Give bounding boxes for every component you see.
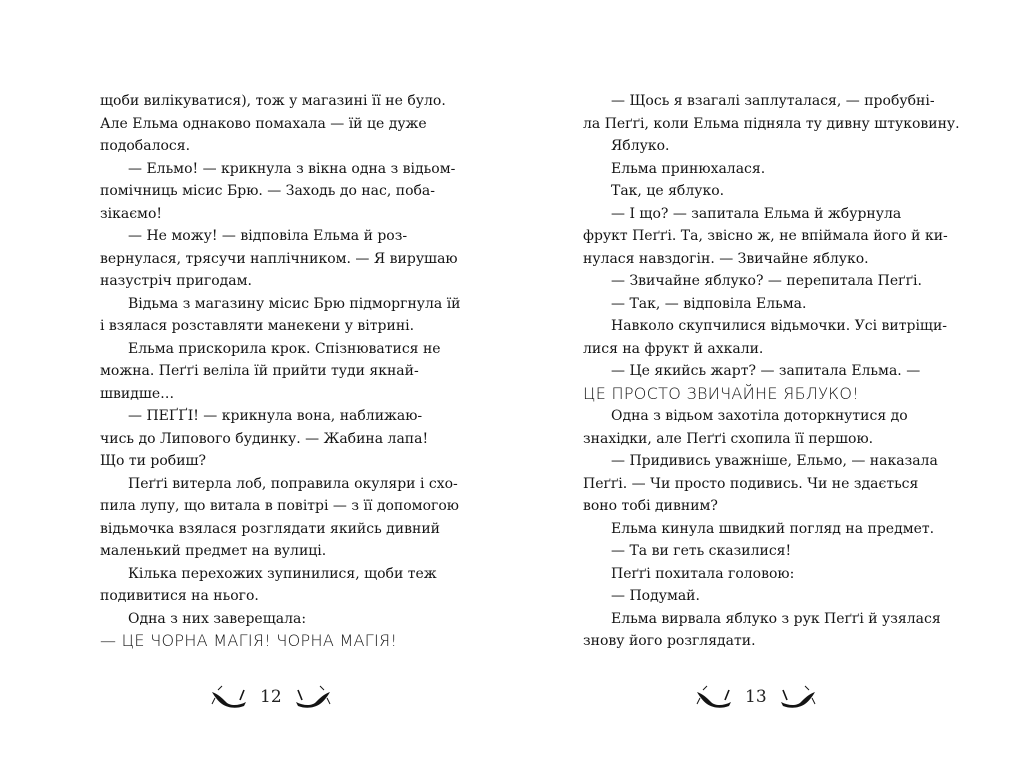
text-line: — Придивись уважніше, Ельмо, — наказала	[611, 453, 938, 469]
witch-shoe-icon	[695, 684, 735, 710]
text-line: Що ти робиш?	[100, 453, 207, 469]
text-line: — Ельмо! — крикнула з вікна одна з відьом-	[128, 160, 456, 177]
text-line: пила лупу, що витала в повітрі — з її допомогою	[100, 498, 459, 514]
left-page	[100, 90, 461, 653]
text-line: Одна з них заверещала:	[128, 610, 307, 627]
text-line: Але Ельма однаково помахала — їй це дуже	[100, 115, 427, 132]
text-line: Відьма з магазину місис Брю підморгнула їй	[128, 295, 461, 312]
text-line: Пеґґі похитала головою:	[611, 565, 795, 582]
shout-line: — ЦЕ ЧОРНА МАГІЯ! ЧОРНА МАГІЯ!	[100, 631, 398, 650]
text-line: знову його розглядати.	[583, 633, 756, 649]
left-folio	[210, 682, 332, 712]
text-line: Так, це яблуко.	[611, 183, 725, 199]
text-line: фрукт Пеґґі. Та, звісно ж, не впіймала його й ки-	[583, 228, 948, 244]
shout-line: ЦЕ ПРОСТО ЗВИЧАЙНЕ ЯБЛУКО!	[583, 383, 859, 403]
text-line: — Це якийсь жарт? — запитала Ельма. —	[611, 363, 921, 379]
page-number: 12	[260, 687, 282, 707]
text-line: Одна з відьом захотіла доторкнутися до	[611, 408, 908, 424]
text-line: назустріч пригодам.	[100, 273, 252, 289]
text-line: — ПЕҐҐІ! — крикнула вона, наближаю-	[128, 408, 423, 424]
text-line: відьмочка взялася розглядати якийсь дивний	[100, 520, 440, 537]
text-line: лися на фрукт й ахкали.	[583, 340, 764, 357]
text-line: і взялася розставляти манекени у вітрині.	[100, 318, 415, 334]
text-line: вернулася, трясучи наплічником. — Я вирушаю	[100, 250, 458, 267]
right-folio	[695, 682, 817, 712]
text-line: — Та ви геть сказилися!	[611, 543, 792, 559]
text-line: помічниць місис Брю. — Заходь до нас, поба-	[100, 183, 436, 199]
text-line: — Подумай.	[611, 588, 700, 604]
text-line: Пеґґі. — Чи просто подивись. Чи не здається	[583, 475, 919, 492]
witch-shoe-icon	[210, 684, 250, 710]
text-line: ла Пеґґі, коли Ельма підняла ту дивну штуковину.	[583, 115, 960, 132]
text-line: можна. Пеґґі веліла їй прийти туди якнай-	[100, 363, 419, 379]
right-page	[583, 90, 960, 653]
witch-shoe-icon	[292, 684, 332, 710]
text-line: Ельма кинула швидкий погляд на предмет.	[611, 520, 935, 537]
text-line: — Звичайне яблуко? — перепитала Пеґґі.	[611, 273, 922, 289]
text-line: знахідки, але Пеґґі схопила її першою.	[583, 430, 874, 447]
page-number: 13	[745, 687, 767, 707]
text-line: нулася навздогін. — Звичайне яблуко.	[583, 250, 869, 267]
text-line: Ельма прискорила крок. Спізнюватися не	[128, 340, 441, 357]
text-line: — Так, — відповіла Ельма.	[611, 295, 807, 312]
text-line: щоби вилікуватися), тож у магазині її не було.	[100, 93, 446, 109]
text-line: Кілька перехожих зупинилися, щоби теж	[128, 565, 437, 582]
text-line: Яблуко.	[611, 138, 670, 154]
text-line: Пеґґі витерла лоб, поправила окуляри і схо-	[128, 475, 458, 492]
text-line: — Щось я взагалі заплуталася, — пробубні-	[611, 93, 935, 109]
text-line: Ельма принюхалася.	[611, 160, 766, 177]
text-line: подивитися на нього.	[100, 588, 259, 604]
text-line: — Не можу! — відповіла Ельма й роз-	[128, 228, 408, 244]
text-line: воно тобі дивним?	[583, 498, 718, 514]
text-line: швидше…	[100, 385, 175, 402]
text-line: зікаємо!	[100, 205, 162, 222]
text-line: подобалося.	[100, 138, 191, 154]
witch-shoe-icon	[777, 684, 817, 710]
text-line: маленький предмет на вулиці.	[100, 543, 327, 559]
text-line: — І що? — запитала Ельма й жбурнула	[611, 205, 902, 222]
text-line: чись до Липового будинку. — Жабина лапа!	[100, 430, 429, 447]
text-line: Навколо скупчилися відьмочки. Усі витріщи-	[611, 318, 947, 334]
text-line: Ельма вирвала яблуко з рук Пеґґі й узялася	[611, 610, 941, 627]
